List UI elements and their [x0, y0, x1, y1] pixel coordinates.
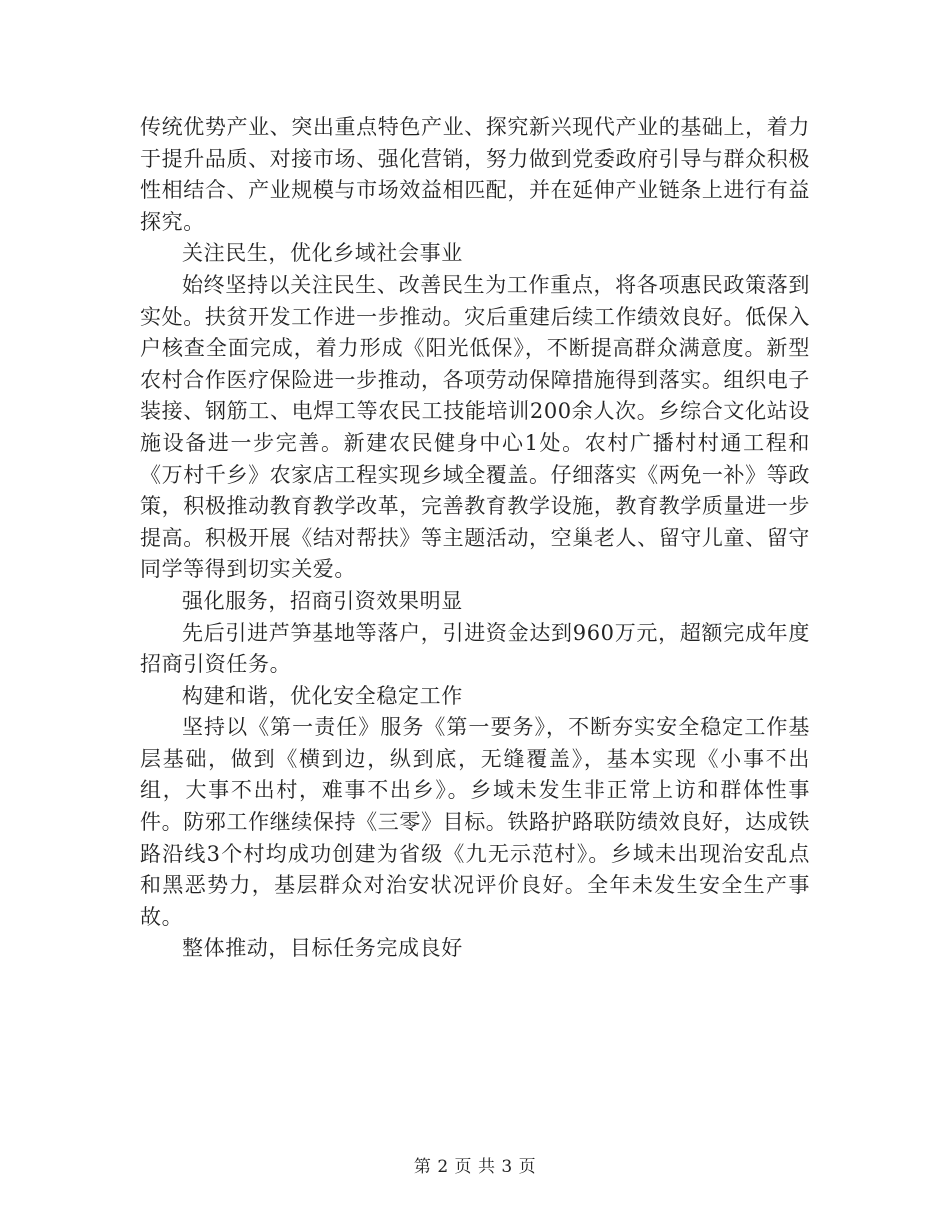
- section-heading-investment: 强化服务，招商引资效果明显: [182, 588, 463, 613]
- paragraph-investment: 先后引进芦笋基地等落户，引进资金达到960万元，超额完成年度招商引资任务。: [140, 620, 810, 677]
- page-number-footer: 第 2 页 共 3 页: [413, 1157, 537, 1177]
- section-heading-security: 构建和谐，优化安全稳定工作: [182, 683, 463, 708]
- paragraph-security: 坚持以《第一责任》服务《第一要务》，不断夯实安全稳定工作基层基础，做到《横到边，纵到底，无缝覆盖》，基本实现《小事不出组，大事不出村，难事不出乡》。乡域未发生非正常上访和群体性事件。防邪工作继续保持《三零》目标。铁路护路联防绩效良好，达成铁路沿线3个村均成功创建为省级《九无示范村》。乡域未出现治安乱点和黑恶势力，基层群众对治安状况评价良好。全年未发生安全生产事故。: [140, 715, 810, 929]
- paragraph-livelihood: 始终坚持以关注民生、改善民生为工作重点，将各项惠民政策落到实处。扶贫开发工作进一步推动。灾后重建后续工作绩效良好。低保入户核查全面完成，着力形成《阳光低保》，不断提高群众满意度。新型农村合作医疗保险进一步推动，各项劳动保障措施得到落实。组织电子装接、钢筋工、电焊工等农民工技能培训200余人次。乡综合文化站设施设备进一步完善。新建农民健身中心1处。农村广播村村通工程和《万村千乡》农家店工程实现乡域全覆盖。仔细落实《两免一补》等政策，积极推动教育教学改革，完善教育教学设施，教育教学质量进一步提高。积极开展《结对帮扶》等主题活动，空巢老人、留守儿童、留守同学等得到切实关爱。: [140, 272, 810, 582]
- document-body: [140, 112, 810, 965]
- paragraph-industry-continued: 传统优势产业、突出重点特色产业、探究新兴现代产业的基础上，着力于提升品质、对接市场、强化营销，努力做到党委政府引导与群众积极性相结合、产业规模与市场效益相匹配，并在延伸产业链条上进行有益探究。: [140, 115, 810, 234]
- section-heading-livelihood: 关注民生，优化乡域社会事业: [182, 241, 463, 266]
- section-heading-overall: 整体推动，目标任务完成良好: [182, 936, 463, 961]
